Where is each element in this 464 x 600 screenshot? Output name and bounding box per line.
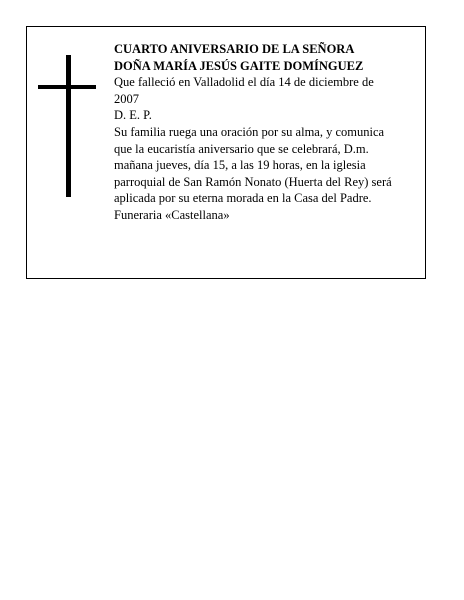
funeral-home: Funeraria «Castellana»	[114, 207, 230, 222]
notice-text	[114, 41, 414, 224]
rest-in-peace: D. E. P.	[114, 108, 152, 123]
death-date-line-1: Que falleció en Valladolid el día 14 de diciembre de	[114, 75, 374, 90]
notice-body-line-2: que la eucaristía aniversario que se celebrará, D.m.	[114, 141, 369, 156]
notice-body-line-5: aplicada por su eterna morada en la Casa del Padre.	[114, 191, 372, 206]
deceased-name: DOÑA MARÍA JESÚS GAITE DOMÍNGUEZ	[114, 58, 364, 73]
death-date-line-2: 2007	[114, 91, 139, 106]
obituary-notice	[26, 26, 426, 279]
cross-vertical-bar	[66, 55, 71, 197]
notice-body-line-1: Su familia ruega una oración por su alma, y comunica	[114, 124, 385, 139]
notice-body-line-3: mañana jueves, día 15, a las 19 horas, en la iglesia	[114, 158, 366, 173]
cross-horizontal-bar	[38, 85, 96, 89]
anniversary-heading: CUARTO ANIVERSARIO DE LA SEÑORA	[114, 42, 355, 56]
notice-body-line-4: parroquial de San Ramón Nonato (Huerta del Rey) será	[114, 174, 392, 189]
